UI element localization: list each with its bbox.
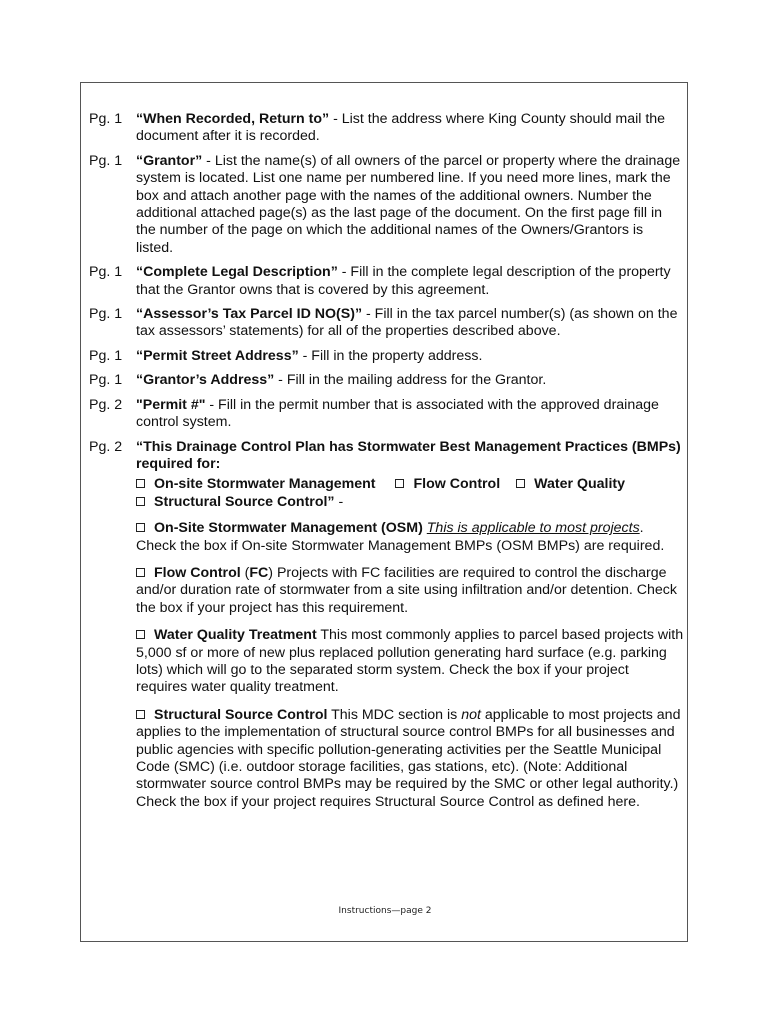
paragraph-water-quality [89,627,684,697]
instruction-item-bmp-heading [89,439,684,474]
bmp-heading-text: “This Drainage Control Plan has Stormwater Best Management Practices (BMPs) required for: [136,438,681,472]
checkbox-flow-control[interactable] [395,479,404,488]
field-term: “Permit Street Address” [136,347,299,364]
field-term: “Complete Legal Description” [136,264,338,281]
field-description: - Fill in the mailing address for the Grantor. [274,372,547,389]
page-ref: Pg. 1 [89,372,123,389]
field-description: - Fill in the complete legal description of the property that the Grantor owns that is covered by this agreement. [136,264,671,298]
page-footer: Instructions—page 2 [338,906,432,916]
paragraph-text: applicable to most projects and applies to the implementation of structural source control BMPs for all businesses and public agencies with specific pollution-generating activities per the Seattle Municipal Code (SMC) (i.e. outdoor storage facilities, gas stations, etc). (Note: Additional stormwater source control BMPs may be required by the SMC or other legal authority.) Check the box if your project requires Structural Source Control as defined here. [136,706,681,810]
instruction-item-permit-number [89,397,684,432]
field-term: "Permit #" [136,396,206,413]
page-ref: Pg. 2 [89,396,123,413]
checkbox-label-structural: Structural Source Control” [154,493,335,510]
emphasis-not: not [461,706,481,723]
field-term: “Assessor’s Tax Parcel ID NO(S)” [136,306,363,323]
page-ref: Pg. 2 [89,438,123,455]
paragraph-abbr: FC [249,564,269,581]
checkbox-icon [136,523,145,532]
instruction-item-tax-parcel [89,306,684,341]
checkbox-structural-source-control[interactable] [136,497,145,506]
paragraph-title: Structural Source Control [154,706,328,723]
bmp-checkbox-row-2 [89,494,684,511]
paragraph-structural-source-control [89,707,684,811]
checkbox-label-water-quality: Water Quality [534,476,626,493]
paragraph-osm [89,520,684,555]
field-term: “Grantor” [136,152,203,169]
paragraph-text-open: ( [240,564,250,581]
bmp-checkbox-row-1 [89,476,684,493]
checkbox-osm[interactable] [136,479,145,488]
field-term: “When Recorded, Return to” [136,111,330,127]
instruction-item-legal-description [89,264,684,299]
instructions-content [89,111,684,811]
page-ref: Pg. 1 [89,306,123,323]
checkbox-label-suffix: - [334,493,344,510]
page-ref: Pg. 1 [89,152,123,169]
paragraph-title: Flow Control [154,564,241,581]
paragraph-text: ) Projects with FC facilities are required to control the discharge and/or duration rate of stormwater from a site using infiltration and/or detention. Check the box if your project has this requirement. [136,564,677,616]
page-ref: Pg. 1 [89,347,123,364]
checkbox-label-osm: On-site Stormwater Management [154,476,376,493]
paragraph-text: This most commonly applies to parcel based projects with 5,000 sf or more of new plus replaced pollution generating hard surface (e.g. parking lots) which will go to the separated storm system. Check the box if your project requires water quality treatment. [136,627,684,696]
field-term: “Grantor’s Address” [136,372,275,389]
paragraph-title: On-Site Stormwater Management (OSM) [154,520,423,537]
instruction-item-return-to [89,111,684,146]
checkbox-label-flow-control: Flow Control [413,476,501,493]
instruction-item-street-address [89,348,684,365]
instruction-item-grantor-address [89,372,684,389]
field-description: - List the address where King County should mail the document after it is recorded. [136,111,666,145]
field-description: - List the name(s) of all owners of the parcel or property where the drainage system is located. List one name per numbered line. If you need more lines, mark the box and attach another page with the names of the additional owners. Number the additional attached page(s) as the last page of the document. On the first page fill in the number of the page on which the additional names of the Owners/Grantors is listed. [136,152,681,256]
applicability-note: This is applicable to most projects [426,520,640,537]
page-ref: Pg. 1 [89,111,123,127]
checkbox-icon [136,568,145,577]
instruction-item-grantor [89,153,684,257]
paragraph-text: . Check the box if On-site Stormwater Management BMPs (OSM BMPs) are required. [136,520,665,554]
field-description: - Fill in the permit number that is associated with the approved drainage control system. [136,396,659,431]
paragraph-flow-control [89,565,684,617]
checkbox-icon [136,630,145,639]
paragraph-title: Water Quality Treatment [154,627,317,644]
field-description: - Fill in the tax parcel number(s) (as shown on the tax assessors’ statements) for all of the properties described above. [136,306,678,340]
field-description: - Fill in the property address. [298,347,483,364]
page-ref: Pg. 1 [89,264,123,281]
paragraph-text-pre: This MDC section is [327,706,462,723]
checkbox-water-quality[interactable] [516,479,525,488]
checkbox-icon [136,710,145,719]
